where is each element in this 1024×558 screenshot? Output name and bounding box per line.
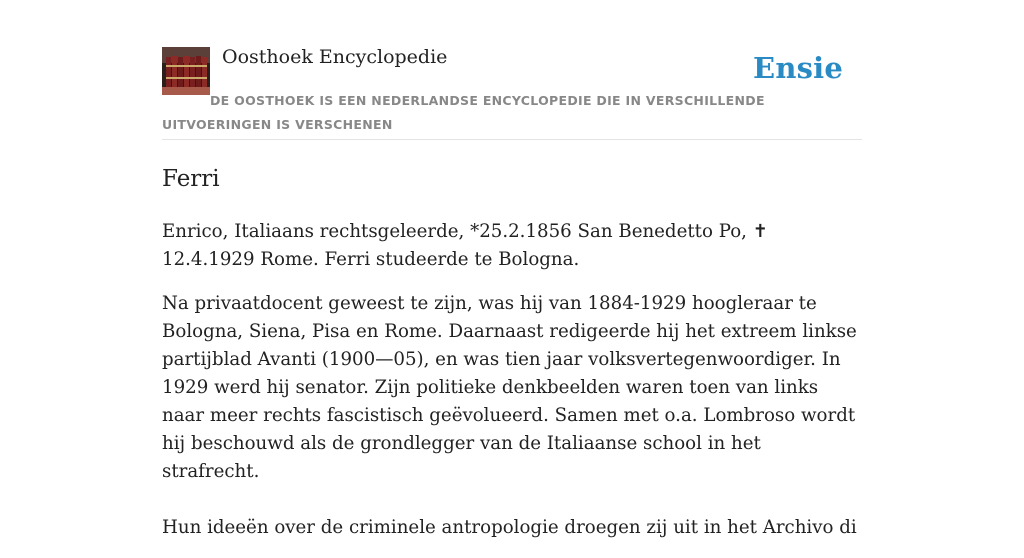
article bbox=[162, 160, 862, 558]
article-paragraph: Na privaatdocent geweest te zijn, was hij van 1884-1929 hoogleraar te Bologna, Siena, Pisa en Rome. Daarnaast redigeerde hij het extreem linkse partijblad Avanti (1900—05), en was tien jaar volksvertegenwoordiger. In 1929 werd hij senator. Zijn politieke denkbeelden waren toen van links naar meer rechts fascistisch geëvolueerd. Samen met o.a. Lombroso wordt hij beschouwd als de grondlegger van de Italiaanse school in het strafrecht. bbox=[162, 293, 857, 482]
site-tagline: DE OOSTHOEK IS EEN NEDERLANDSE ENCYCLOPEDIE DIE IN VERSCHILLENDE UITVOERINGEN IS VERSCHENEN bbox=[162, 93, 765, 132]
brand-logo-link[interactable]: Ensie bbox=[753, 51, 843, 85]
site-name[interactable]: Oosthoek Encyclopedie bbox=[222, 46, 448, 68]
article-title: Ferri bbox=[162, 166, 220, 192]
article-paragraph: Hun ideeën over de criminele antropologie droegen zij uit in het Archivo di bbox=[162, 517, 857, 538]
site-header bbox=[162, 0, 862, 140]
encyclopedia-books-icon[interactable] bbox=[162, 47, 210, 95]
article-paragraph: Enrico, Italiaans rechtsgeleerde, *25.2.1856 San Benedetto Po, ✝ 12.4.1929 Rome. Ferri studeerde te Bologna. bbox=[162, 221, 768, 270]
